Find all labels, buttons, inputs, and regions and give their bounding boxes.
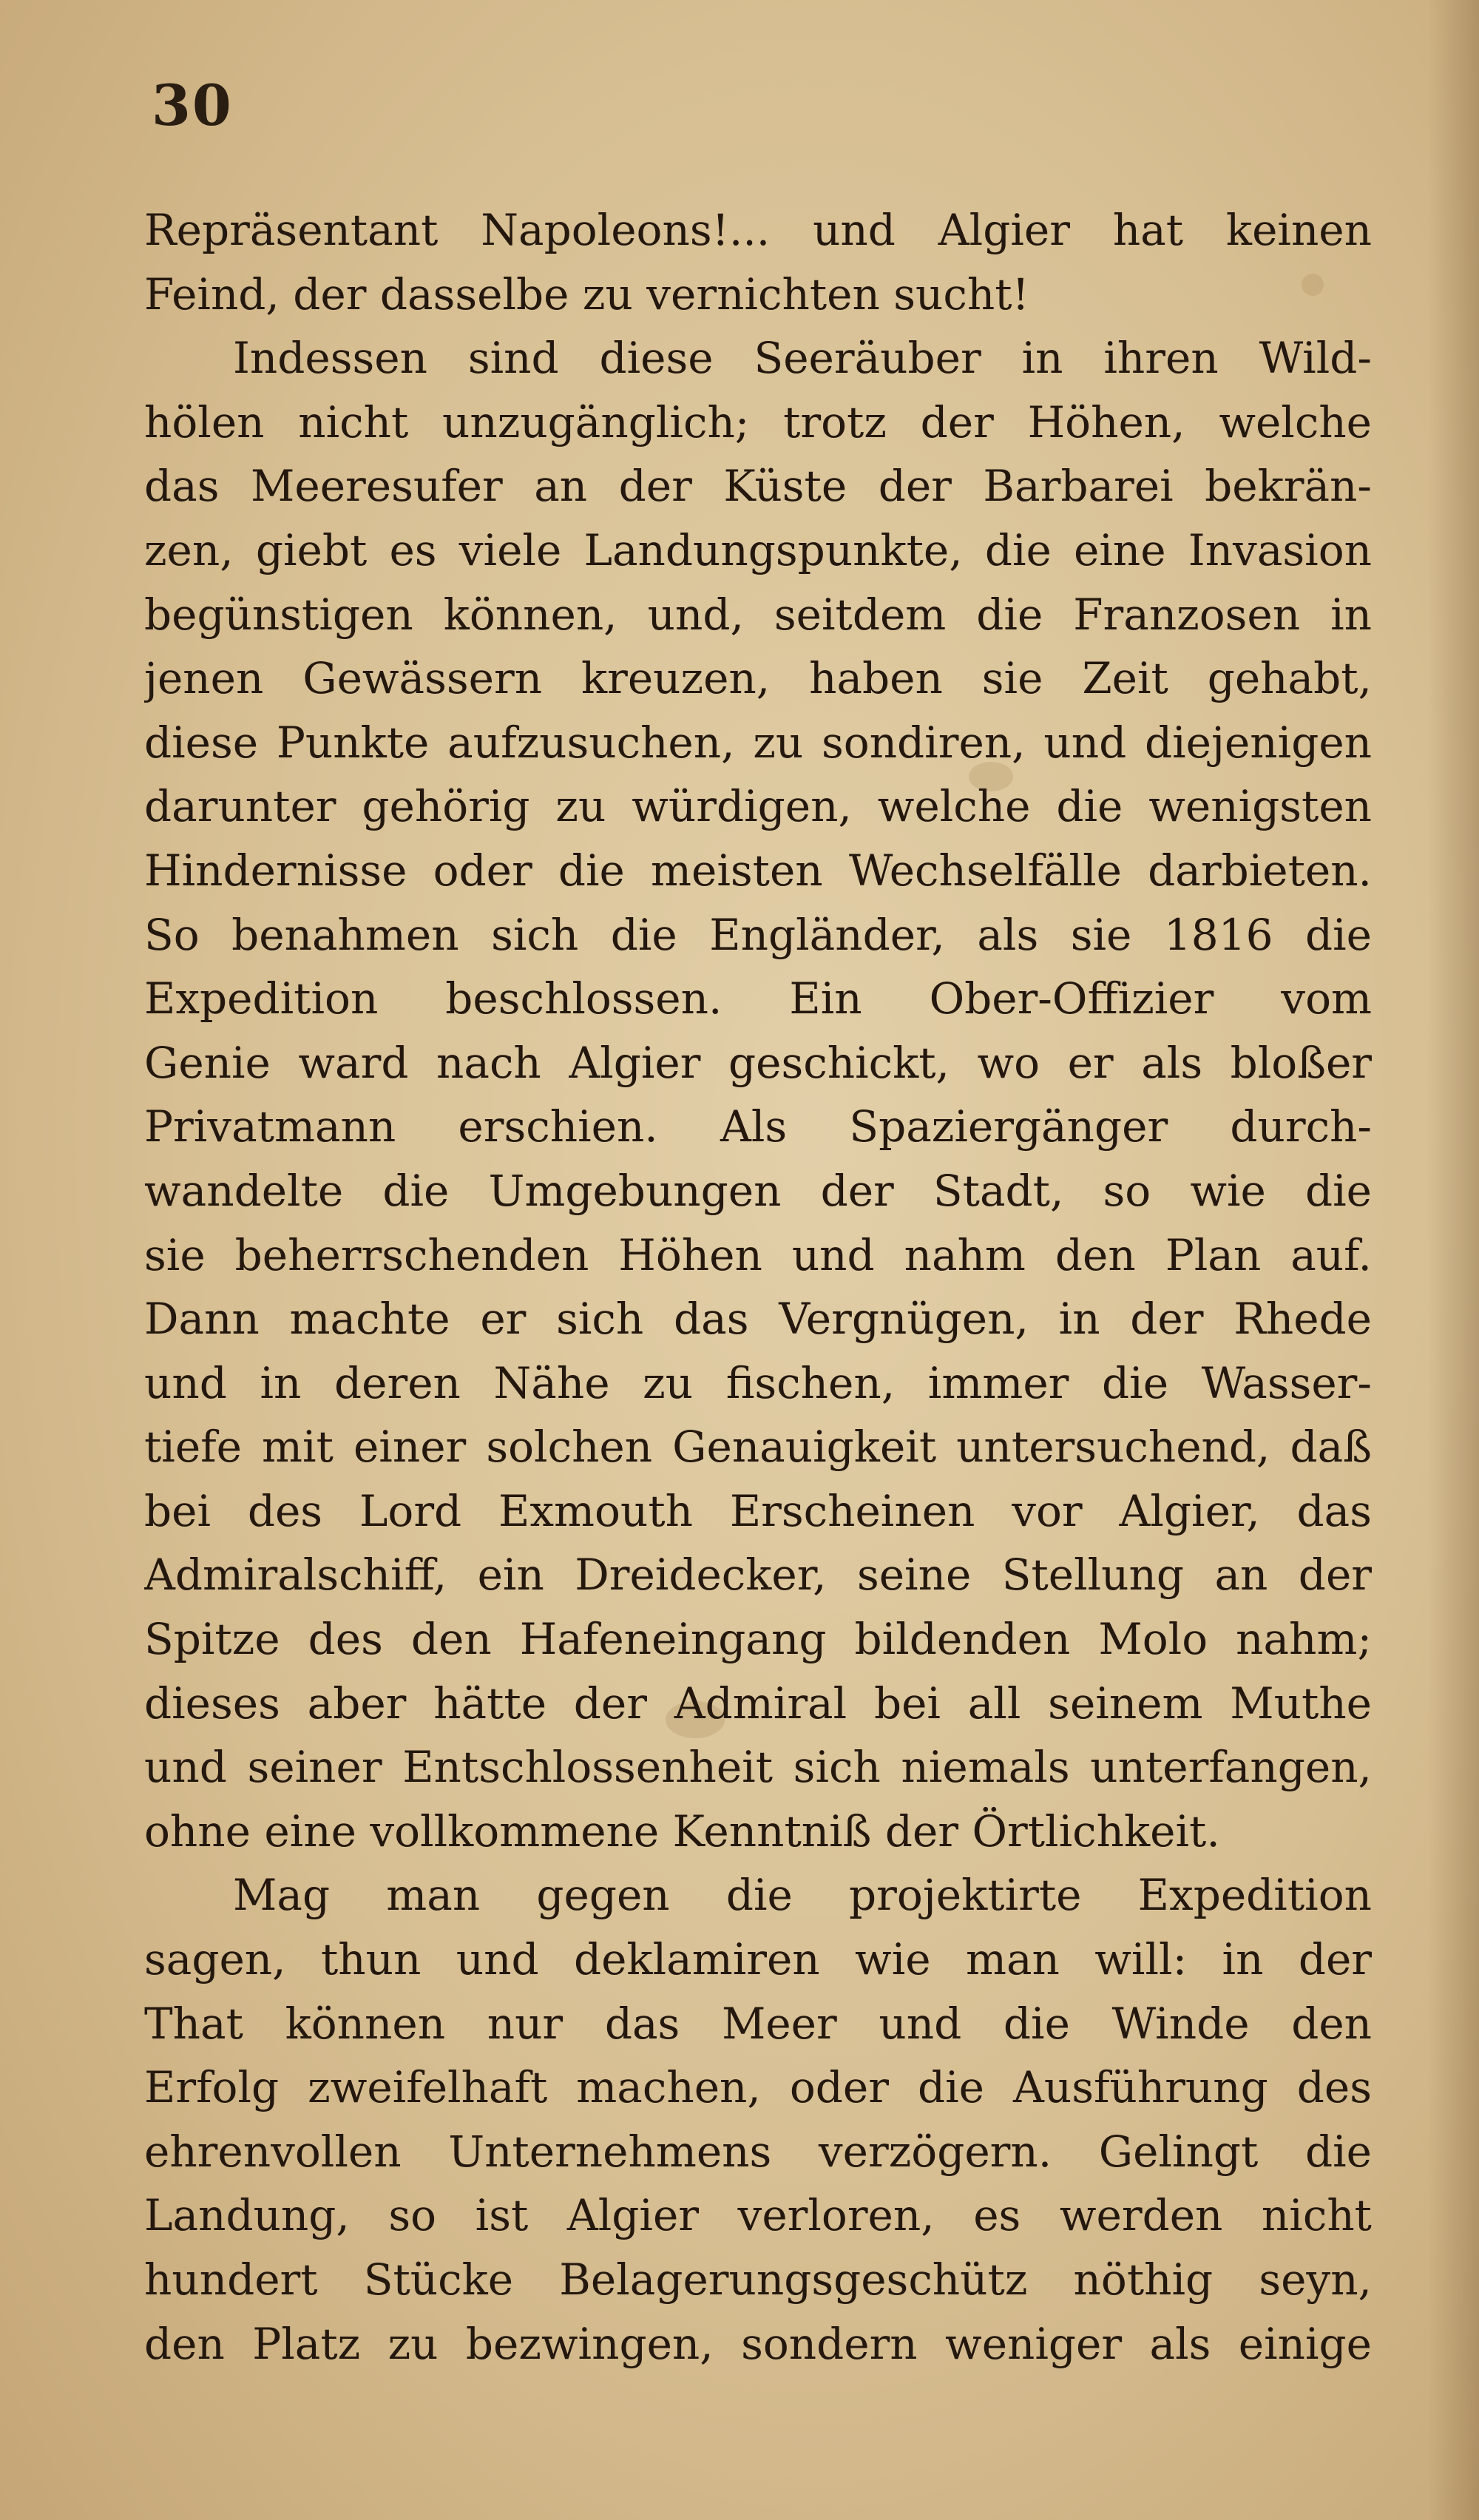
text-line: den Platz zu bezwingen, sondern weniger als einige xyxy=(144,2318,1372,2369)
text-line: Spitze des den Hafeneingang bildenden Molo nahm; xyxy=(144,1614,1372,1665)
text-line: Expedition beschlossen. Ein Ober-Offizier vom xyxy=(144,973,1372,1024)
text-line: So benahmen sich die Engländer, als sie 1816 die xyxy=(144,909,1372,960)
text-line: und in deren Nähe zu fischen, immer die Wasser- xyxy=(144,1357,1372,1408)
text-line: jenen Gewässern kreuzen, haben sie Zeit gehabt, xyxy=(144,653,1372,704)
text-line: Admiralschiff, ein Dreidecker, seine Stellung an der xyxy=(144,1550,1372,1601)
text-line: ehrenvollen Unternehmens verzögern. Gelingt die xyxy=(144,2126,1372,2177)
text-line: begünstigen können, und, seitdem die Franzosen in xyxy=(144,589,1372,640)
text-line: Genie ward nach Algier geschickt, wo er als bloßer xyxy=(144,1037,1372,1088)
text-line: That können nur das Meer und die Winde den xyxy=(144,1998,1372,2049)
text-line: dieses aber hätte der Admiral bei all seinem Muthe xyxy=(144,1678,1372,1729)
text-line: hölen nicht unzugänglich; trotz der Höhen, welche xyxy=(144,396,1372,447)
text-line: wandelte die Umgebungen der Stadt, so wie die xyxy=(144,1165,1372,1216)
text-line: darunter gehörig zu würdigen, welche die wenigsten xyxy=(144,781,1372,832)
text-line: tiefe mit einer solchen Genauigkeit untersuchend, daß xyxy=(144,1422,1372,1473)
text-line: diese Punkte aufzusuchen, zu sondiren, und diejenigen xyxy=(144,717,1372,768)
page-number: 30 xyxy=(152,72,233,138)
text-line: ohne eine vollkommene Kenntniß der Örtlichkeit. xyxy=(144,1805,1220,1857)
text-line: Hindernisse oder die meisten Wechselfälle darbieten. xyxy=(144,845,1372,896)
text-line: sagen, thun und deklamiren wie man will: in der xyxy=(144,1934,1372,1985)
text-line: Erfolg zweifelhaft machen, oder die Ausführung des xyxy=(144,2062,1372,2113)
text-line: Landung, so ist Algier verloren, es werden nicht xyxy=(144,2190,1372,2241)
text-line: Privatmann erschien. Als Spaziergänger durch- xyxy=(144,1101,1372,1152)
text-line: bei des Lord Exmouth Erscheinen vor Algier, das xyxy=(144,1485,1372,1536)
text-line: Repräsentant Napoleons!... und Algier hat keinen xyxy=(144,205,1372,255)
text-line: und seiner Entschlossenheit sich niemals unterfangen, xyxy=(144,1742,1372,1793)
text-line: Feind, der dasselbe zu vernichten sucht! xyxy=(144,268,1029,320)
spine-shadow xyxy=(1427,0,1479,2520)
text-line: zen, giebt es viele Landungspunkte, die eine Invasion xyxy=(144,524,1372,575)
body-text xyxy=(144,198,1372,2376)
text-line: Indessen sind diese Seeräuber in ihren Wild- xyxy=(233,333,1372,384)
text-line: hundert Stücke Belagerungsgeschütz nöthig seyn, xyxy=(144,2254,1372,2305)
text-line: das Meeresufer an der Küste der Barbarei bekrän- xyxy=(144,461,1372,512)
text-line: Dann machte er sich das Vergnügen, in der Rhede xyxy=(144,1294,1372,1345)
text-line: Mag man gegen die projektirte Expedition xyxy=(233,1870,1372,1921)
text-line: sie beherrschenden Höhen und nahm den Plan auf. xyxy=(144,1229,1372,1280)
